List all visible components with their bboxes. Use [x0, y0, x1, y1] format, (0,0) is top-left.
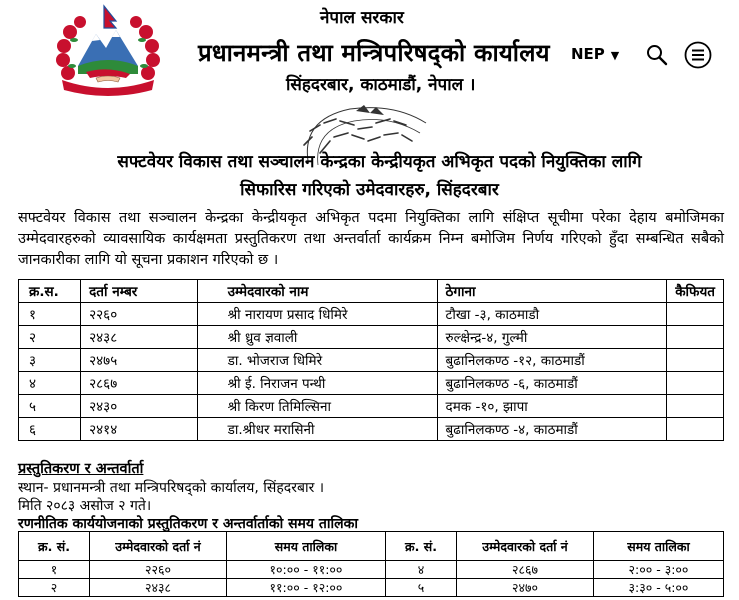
col-time-2: समय तालिका: [594, 532, 724, 561]
col-name: उम्मेदवारको नाम: [197, 280, 437, 303]
office-address: सिंहदरबार, काठमाडौं, नेपाल ।: [286, 75, 476, 95]
cell-sn: १: [19, 303, 81, 326]
cell-remarks: [667, 372, 724, 395]
language-label: NEP: [571, 45, 605, 63]
cell-sn: २: [19, 326, 81, 349]
notice-title: सफ्टवेयर विकास तथा सञ्चालन केन्द्रका केन्द्रीयकृत अभिकृत पदको नियुक्तिका लागि: [117, 152, 642, 172]
cell-reg: २८६७: [457, 561, 594, 579]
cell-reg: २४१४: [81, 418, 197, 441]
cell-address: बुढानिलकण्ठ -४, काठमाडौं: [437, 418, 667, 441]
col-reg-2: उम्मेदवारको दर्ता नं: [457, 532, 594, 561]
cell-name: डा.श्रीधर मरासिनी: [197, 418, 437, 441]
cell-sn: ४: [386, 561, 457, 579]
cell-time: ३:३० - ५:००: [594, 579, 724, 597]
col-address: ठेगाना: [437, 280, 667, 303]
gov-name: नेपाल सरकार: [320, 8, 404, 28]
table-header-row: [19, 280, 724, 303]
presentation-heading: प्रस्तुतिकरण र अन्तर्वार्ता: [18, 461, 144, 477]
table-row: [19, 326, 724, 349]
cell-remarks: [667, 418, 724, 441]
menu-icon[interactable]: [684, 41, 712, 69]
cell-address: दमक -१०, झापा: [437, 395, 667, 418]
col-time-1: समय तालिका: [227, 532, 386, 561]
col-sn-1: क्र. सं.: [19, 532, 90, 561]
search-icon[interactable]: [645, 43, 669, 67]
cell-sn: ५: [19, 395, 81, 418]
cell-sn: १: [19, 561, 90, 579]
office-name: प्रधानमन्त्री तथा मन्त्रिपरिषद्को कार्यालय: [198, 39, 550, 67]
cell-reg: २४७०: [457, 579, 594, 597]
cell-reg: २८६७: [81, 372, 197, 395]
cell-remarks: [667, 349, 724, 372]
cell-sn: ५: [386, 579, 457, 597]
cell-reg: २४३८: [81, 326, 197, 349]
table-row: [19, 579, 724, 597]
cell-reg: २२६०: [81, 303, 197, 326]
cell-reg: २४३८: [90, 579, 227, 597]
cell-name: श्री नारायण प्रसाद धिमिरे: [197, 303, 437, 326]
cell-name: डा. भोजराज धिमिरे: [197, 349, 437, 372]
cell-address: टौखा -३, काठमाडौ: [437, 303, 667, 326]
cell-sn: २: [19, 579, 90, 597]
cell-sn: ६: [19, 418, 81, 441]
cell-remarks: [667, 303, 724, 326]
table-row: [19, 303, 724, 326]
notice-subtitle: सिफारिस गरिएको उमेदवारहरु, सिंहदरबार: [240, 180, 499, 200]
candidates-table: [18, 279, 724, 441]
col-remarks: कैफियत: [667, 280, 724, 303]
cell-time: ११:०० - १२:००: [227, 579, 386, 597]
table-row: [19, 418, 724, 441]
cell-reg: २४३०: [81, 395, 197, 418]
notice-paragraph: सफ्टवेयर विकास तथा सञ्चालन केन्द्रका केन्द्रीयकृत अभिकृत पदमा नियुक्तिका लागि संक्षिप्त सूचीमा परेका देहाय बमोजिमका उम्मेदवारहरुको व्यावसायिक कार्यक्षमता प्रस्तुतिकरण तथा अन्तर्वार्ता कार्यक्रम निम्न बमोजिम निर्णय गरिएको हुँदा सम्बन्धित सबैको जानकारीका लागि यो सूचना प्रकाशन गरिएको छ ।: [18, 210, 724, 268]
cell-address: बुढानिलकण्ठ -६, काठमाडौं: [437, 372, 667, 395]
schedule-table: [18, 531, 724, 597]
table-row: [19, 561, 724, 579]
col-reg-no: दर्ता नम्बर: [81, 280, 197, 303]
col-sn: क्र.स.: [19, 280, 81, 303]
cell-reg: २२६०: [90, 561, 227, 579]
caret-down-icon: ▼: [610, 49, 620, 62]
cell-time: १०:०० - ११:००: [227, 561, 386, 579]
cell-name: श्री ई. निराजन पन्थी: [197, 372, 437, 395]
cell-address: बुढानिलकण्ठ -१२, काठमाडौं: [437, 349, 667, 372]
table-row: [19, 395, 724, 418]
nepal-emblem-logo: [52, 4, 164, 96]
cell-name: श्री किरण तिमिल्सिना: [197, 395, 437, 418]
cell-sn: ४: [19, 372, 81, 395]
cell-remarks: [667, 395, 724, 418]
cell-remarks: [667, 326, 724, 349]
table-row: [19, 372, 724, 395]
cell-reg: २४७५: [81, 349, 197, 372]
cell-address: रुल्क्षेन्द्र-४, गुल्मी: [437, 326, 667, 349]
col-reg-1: उम्मेदवारको दर्ता नं: [90, 532, 227, 561]
col-sn-2: क्र. सं.: [386, 532, 457, 561]
date-text: मिति २०८३ असोज २ गते।: [18, 498, 152, 514]
page-header: [0, 0, 739, 100]
cell-name: श्री ध्रुव ज्ञवाली: [197, 326, 437, 349]
language-select[interactable]: [571, 45, 619, 63]
cell-sn: ३: [19, 349, 81, 372]
schedule-title: रणनीतिक कार्ययोजनाको प्रस्तुतिकरण र अन्तर्वार्ताको समय तालिका: [18, 516, 359, 532]
table-row: [19, 349, 724, 372]
schedule-header-row: [19, 532, 724, 561]
venue-text: स्थान- प्रधानमन्त्री तथा मन्त्रिपरिषद्को कार्यालय, सिंहदरबार ।: [18, 480, 325, 496]
cell-time: २:०० - ३:००: [594, 561, 724, 579]
